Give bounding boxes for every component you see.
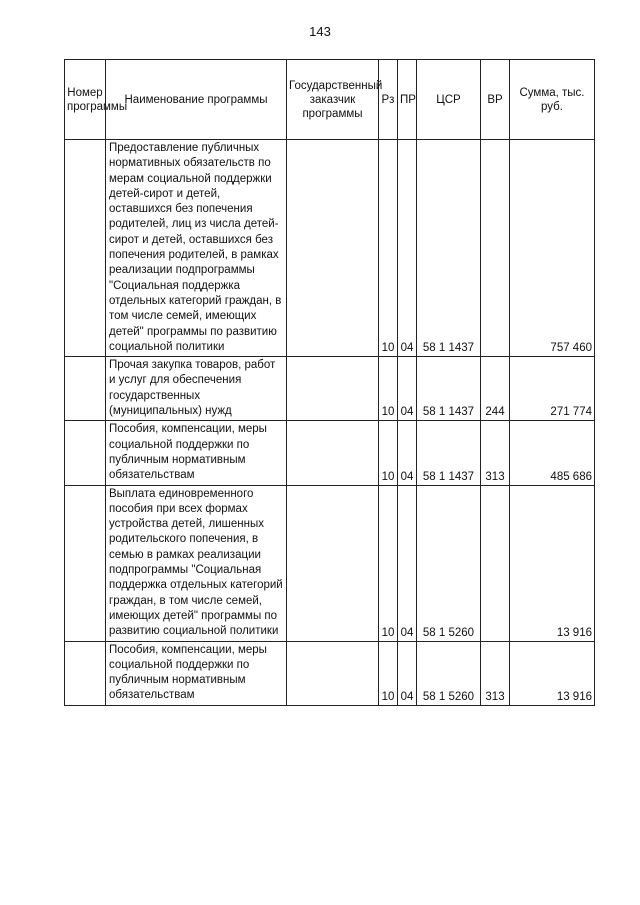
rz-cell: 10 — [379, 421, 398, 485]
program-name-cell: Предоставление публичных нормативных обязательств по мерам социальной поддержки детей-сирот и детей, оставшихся без попечения родителей, лиц из числа детей-сирот и детей, оставшихся без попечения родителей, в рамках реализации подпрограммы "Социальная поддержка отдельных категорий граждан, в том числе семей, имеющих детей" программы по развитию социальной политики — [106, 140, 287, 357]
table-row — [65, 140, 595, 357]
vr-cell — [481, 140, 510, 357]
header-program-name: Наименование программы — [106, 60, 287, 140]
rz-cell: 10 — [379, 641, 398, 705]
amount-cell: 757 460 — [510, 140, 595, 357]
header-rz: Рз — [379, 60, 398, 140]
table-row — [65, 421, 595, 485]
header-amount: Сумма, тыс. руб. — [510, 60, 595, 140]
vr-cell: 313 — [481, 641, 510, 705]
customer-cell — [287, 641, 379, 705]
rz-cell: 10 — [379, 140, 398, 357]
header-program-number: Номер программы — [65, 60, 106, 140]
program-number-cell — [65, 485, 106, 641]
table-row — [65, 485, 595, 641]
pr-cell: 04 — [398, 140, 417, 357]
csr-cell: 58 1 1437 — [417, 421, 481, 485]
program-number-cell — [65, 421, 106, 485]
table-row — [65, 641, 595, 705]
header-csr: ЦСР — [417, 60, 481, 140]
budget-table — [64, 59, 595, 706]
customer-cell — [287, 421, 379, 485]
program-name-cell: Пособия, компенсации, меры социальной поддержки по публичным нормативным обязательствам — [106, 421, 287, 485]
header-customer: Государственный заказчик программы — [287, 60, 379, 140]
amount-cell: 271 774 — [510, 357, 595, 421]
program-number-cell — [65, 357, 106, 421]
amount-cell: 13 916 — [510, 641, 595, 705]
rz-cell: 10 — [379, 357, 398, 421]
customer-cell — [287, 485, 379, 641]
program-name-cell: Прочая закупка товаров, работ и услуг для обеспечения государственных (муниципальных) нужд — [106, 357, 287, 421]
program-number-cell — [65, 641, 106, 705]
customer-cell — [287, 140, 379, 357]
pr-cell: 04 — [398, 357, 417, 421]
program-name-cell: Пособия, компенсации, меры социальной поддержки по публичным нормативным обязательствам — [106, 641, 287, 705]
amount-cell: 13 916 — [510, 485, 595, 641]
csr-cell: 58 1 5260 — [417, 641, 481, 705]
vr-cell: 244 — [481, 357, 510, 421]
header-row — [65, 60, 595, 140]
table-row — [65, 357, 595, 421]
csr-cell: 58 1 1437 — [417, 140, 481, 357]
pr-cell: 04 — [398, 421, 417, 485]
vr-cell: 313 — [481, 421, 510, 485]
customer-cell — [287, 357, 379, 421]
program-name-cell: Выплата единовременного пособия при всех формах устройства детей, лишенных родительского попечения, в семью в рамках реализации подпрограммы "Социальная поддержка отдельных категорий граждан, в том числе семей, имеющих детей" программы по развитию социальной политики — [106, 485, 287, 641]
header-pr: ПР — [398, 60, 417, 140]
pr-cell: 04 — [398, 641, 417, 705]
program-number-cell — [65, 140, 106, 357]
amount-cell: 485 686 — [510, 421, 595, 485]
header-vr: ВР — [481, 60, 510, 140]
csr-cell: 58 1 5260 — [417, 485, 481, 641]
vr-cell — [481, 485, 510, 641]
csr-cell: 58 1 1437 — [417, 357, 481, 421]
rz-cell: 10 — [379, 485, 398, 641]
pr-cell: 04 — [398, 485, 417, 641]
page-number: 143 — [309, 24, 331, 39]
